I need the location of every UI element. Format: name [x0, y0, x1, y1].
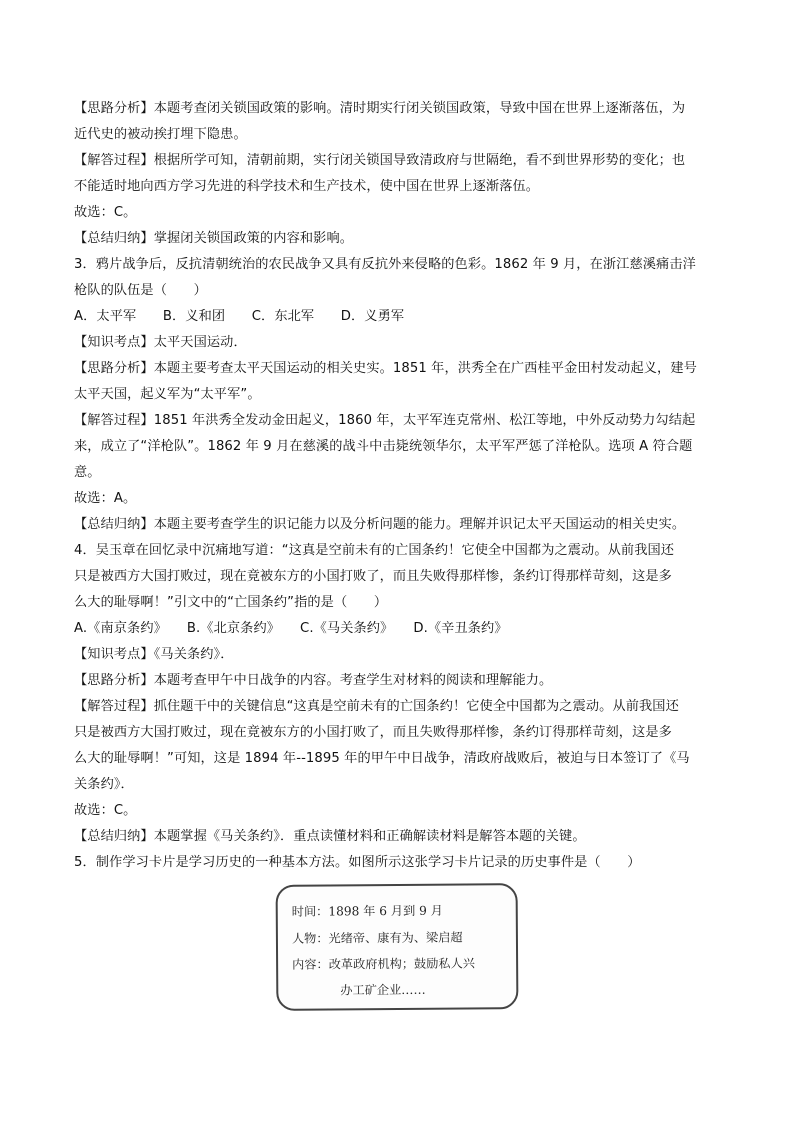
card-content: 内容：改革政府机构；鼓励私人兴 [292, 956, 475, 972]
question-4-stem: 4．吴玉章在回忆录中沉痛地写道：“这真是空前未有的亡国条约！它使全中国都为之震动。从前我国还 [74, 543, 675, 558]
question-3-stem: 枪队的队伍是（ ） [74, 283, 207, 298]
text-line: 【解答过程】根据所学可知，清朝前期，实行闭关锁国导致清政府与世隔绝，看不到世界形势的变化；也 [74, 153, 686, 168]
card-time: 时间：1898 年 6 月到 9 月 [291, 903, 444, 919]
answer-line: 故选：C。 [74, 205, 137, 220]
text-line: 【思路分析】本题考查甲午中日战争的内容。考查学生对材料的阅读和理解能力。 [74, 673, 553, 688]
text-line: 【解答过程】1851 年洪秀全发动金田起义，1860 年，太平军连克常州、松江等地，中外反动势力勾结起 [74, 413, 696, 428]
card-people: 人物：光绪帝、康有为、梁启超 [291, 930, 463, 946]
text-line: 【知识考点】太平天国运动． [74, 335, 247, 350]
text-line: 【知识考点】《马关条约》． [74, 647, 234, 662]
text-line: 近代史的被动挨打埋下隐患。 [74, 127, 247, 142]
text-line: 只是被西方大国打败过，现在竟被东方的小国打败了，而且失败得那样惨，条约订得那样苛刻，这是多 [74, 725, 672, 740]
text-line: 关条约》． [74, 777, 134, 792]
text-line: 【思路分析】本题考查闭关锁国政策的影响。清时期实行闭关锁国政策，导致中国在世界上逐渐落伍，为 [74, 101, 686, 116]
answer-line: 故选：C。 [74, 803, 137, 818]
card-content-continued: 办工矿企业…… [340, 982, 426, 998]
answer-line: 故选：A。 [74, 491, 137, 506]
study-card-image [276, 883, 519, 1011]
text-line: 么大的耻辱啊！”可知，这是 1894 年--1895 年的甲午中日战争，清政府战败后，被迫与日本签订了《马 [74, 751, 690, 766]
summary-line: 【总结归纳】掌握闭关锁国政策的内容和影响。 [74, 231, 354, 246]
summary-line: 【总结归纳】本题主要考查学生的识记能力以及分析问题的能力。理解并识记太平天国运动的相关史实。 [74, 517, 686, 532]
question-4-stem: 只是被西方大国打败过，现在竟被东方的小国打败了，而且失败得那样惨，条约订得那样苛刻，这是多 [74, 569, 672, 584]
text-line: 意。 [74, 465, 101, 480]
text-line: 【解答过程】抓住题干中的关键信息“这真是空前未有的亡国条约！它使全中国都为之震动。从前我国还 [74, 699, 679, 714]
question-4-options: A.《南京条约》 B.《北京条约》 C.《马关条约》 D.《辛丑条约》 [74, 621, 508, 636]
question-4-stem: 么大的耻辱啊！”引文中的“亡国条约”指的是（ ） [74, 595, 388, 610]
question-3-stem: 3．鸦片战争后，反抗清朝统治的农民战争又具有反抗外来侵略的色彩。1862 年 9 月，在浙江慈溪痛击洋 [74, 257, 696, 272]
question-3-options: A．太平军 B．义和团 C．东北军 D．义勇军 [74, 309, 405, 324]
text-line: 太平天国，起义军为“太平军”。 [74, 387, 261, 402]
document-body [74, 96, 724, 876]
text-line: 来，成立了“洋枪队”。1862 年 9 月在慈溪的战斗中击毙统领华尔，太平军严惩了洋枪队。选项 A 符合题 [74, 439, 693, 454]
summary-line: 【总结归纳】本题掌握《马关条约》．重点读懂材料和正确解读材料是解答本题的关键。 [74, 829, 586, 844]
text-line: 不能适时地向西方学习先进的科学技术和生产技术，使中国在世界上逐渐落伍。 [74, 179, 540, 194]
question-5-stem: 5．制作学习卡片是学习历史的一种基本方法。如图所示这张学习卡片记录的历史事件是（ ） [74, 855, 641, 870]
text-line: 【思路分析】本题主要考查太平天国运动的相关史实。1851 年，洪秀全在广西桂平金田村发动起义，建号 [74, 361, 697, 376]
